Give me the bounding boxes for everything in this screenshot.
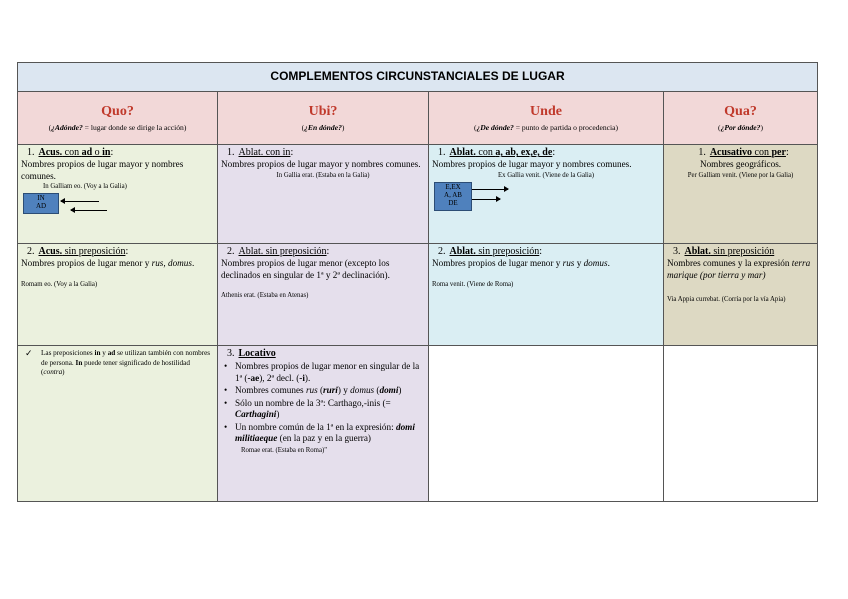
direction-diagram (21, 193, 214, 219)
row-2 (18, 244, 818, 346)
rule-heading: 2. Ablat. sin preposición: (438, 246, 543, 257)
cell-unde-2 (429, 244, 664, 346)
header-qua (664, 92, 818, 145)
header-row (18, 92, 818, 145)
header-sub: (¿Por dónde?) (718, 123, 763, 132)
list-item: • Un nombre común de la 1ª en la expresión: domi militiaeque (en la paz y en la guerra) (235, 422, 425, 445)
rule-heading: 1. Acus. con ad o in: (27, 147, 114, 158)
cell-quo-2 (18, 244, 218, 346)
rule-heading: 2. Acus. sin preposición: (27, 246, 129, 257)
rule-heading: 3. Locativo (227, 348, 276, 359)
rule-body: Nombres propios de lugar mayor y nombres comunes. (21, 159, 184, 181)
cell-ubi-2 (218, 244, 429, 346)
header-ubi (218, 92, 429, 145)
cell-unde-3 (429, 346, 664, 502)
cell-ubi-1 (218, 145, 429, 244)
cell-qua-1 (664, 145, 818, 244)
cell-qua-2 (664, 244, 818, 346)
example: Per Galliam venit. (Viene por la Galia) (687, 171, 794, 179)
header-name: Unde (530, 104, 562, 119)
header-sub: (¿De dónde? = punto de partida o procedencia) (473, 123, 619, 132)
example: Roma venit. (Viene de Roma) (432, 280, 514, 288)
header-quo (18, 92, 218, 145)
cell-ubi-3 (218, 346, 429, 502)
rule-body: Nombres propios de lugar mayor y nombres comunes. (221, 159, 421, 169)
arrow-right-icon (472, 189, 508, 190)
lugar-table (17, 62, 818, 502)
row-1 (18, 145, 818, 244)
list-item: • Sólo un nombre de la 3ª: Carthago,-inis (= Carthagini) (235, 398, 425, 421)
cell-quo-3 (18, 346, 218, 502)
list-item: • Nombres propios de lugar menor en singular de la 1ª (-ae), 2ª decl. (-i). (235, 361, 425, 384)
arrow-right-icon (472, 199, 500, 200)
cell-unde-1 (429, 145, 664, 244)
check-icon: ✓ (25, 348, 33, 358)
header-name: Quo? (101, 104, 134, 119)
header-unde (429, 92, 664, 145)
rule-heading: 1. Ablat. con in: (227, 147, 294, 158)
example: In Gallia erat. (Estaba en la Galia) (276, 171, 370, 179)
rule-heading: 1. Ablat. con a, ab, ex,e, de: (438, 147, 556, 158)
rule-body: Nombres propios de lugar mayor y nombres comunes. (432, 159, 632, 169)
cell-qua-3 (664, 346, 818, 502)
rule-body: Nombres propios de lugar menor y rus y domus. (432, 258, 610, 268)
example: Ex Gallia venit. (Viene de la Galia) (497, 171, 595, 179)
rule-heading: 1. Acusativo con per: (698, 147, 789, 158)
row-3 (18, 346, 818, 502)
rule-body: Nombres propios de lugar menor (excepto los declinados en singular de 1ª y 2ª declinación). (221, 258, 390, 280)
example: Romae erat. (Estaba en Roma)" (241, 446, 328, 454)
arrow-left-icon (71, 210, 107, 211)
ex-ab-de-box: E,EX A, AB DE (434, 182, 472, 211)
header-name: Ubi? (308, 104, 338, 119)
header-name: Qua? (724, 104, 757, 119)
direction-diagram (432, 182, 660, 210)
locativo-list (221, 361, 425, 445)
rule-body: Nombres comunes y la expresión terra marique (por tierra y mar) (667, 258, 811, 280)
table-title: COMPLEMENTOS CIRCUNSTANCIALES DE LUGAR (18, 63, 818, 92)
cell-quo-1 (18, 145, 218, 244)
example: Athenis erat. (Estaba en Atenas) (221, 292, 309, 299)
header-sub: (¿En dónde?) (301, 123, 345, 132)
arrow-left-icon (61, 201, 99, 202)
example: Via Appia currebat. (Corría por la vía Apia) (667, 296, 786, 303)
note: ✓ Las preposiciones in y ad se utilizan también con nombres de persona. In puede tener significado de hostilidad (contra) (25, 348, 211, 376)
rule-body: Nombres geográficos. (699, 159, 782, 169)
rule-heading: 3. Ablat. sin preposición (673, 246, 775, 257)
rule-body: Nombres propios de lugar menor y rus, domus. (21, 258, 195, 268)
header-sub: (¿Adónde? = lugar donde se dirige la acción) (48, 123, 187, 132)
list-item: • Nombres comunes rus (ruri) y domus (domi) (235, 385, 425, 397)
rule-heading: 2. Ablat. sin preposición: (227, 246, 330, 257)
example: Romam eo. (Voy a la Galia) (21, 280, 98, 288)
in-ad-box: IN AD (23, 193, 59, 214)
example: In Galliam eo. (Voy a la Galia) (43, 183, 127, 190)
